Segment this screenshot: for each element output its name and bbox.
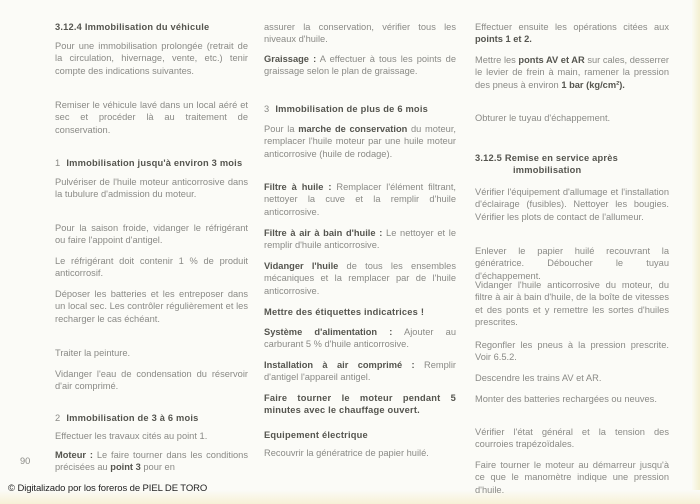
paragraph xyxy=(264,359,456,384)
bold-term: Vidanger l'huile xyxy=(264,261,339,271)
bold-term: Filtre à huile : xyxy=(264,182,332,192)
bold-term: Moteur : xyxy=(55,450,93,460)
text: Pour la xyxy=(264,124,299,134)
text: pour en xyxy=(140,462,175,473)
bold-term: ponts AV et AR xyxy=(518,55,585,65)
paragraph: Effectuer les travaux cités au point 1. xyxy=(55,431,208,441)
paragraph: Recouvrir la génératrice de papier huilé. xyxy=(264,448,429,458)
paragraph: Pulvériser de l'huile moteur anticorrosive dans la tubulure d'admission du moteur. xyxy=(55,177,248,200)
page-edge xyxy=(692,0,700,504)
bold-term: points 1 et 2. xyxy=(475,34,532,45)
paragraph: Monter des batteries rechargées ou neuves. xyxy=(475,394,657,404)
text: Remplacer l'élément filtrant, nettoyer la cuve et la remplir d'huile anticorrosive. xyxy=(264,182,456,217)
paragraph: Obturer le tuyau d'échappement. xyxy=(475,113,611,123)
section-number: 2 xyxy=(55,413,61,423)
paragraph xyxy=(264,326,456,351)
page-number: 90 xyxy=(20,456,31,466)
section-2-heading xyxy=(55,412,248,424)
heading-3-12-4: 3.12.4 Immobilisation du véhicule xyxy=(55,22,210,32)
paragraph: Vérifier l'état général et la tension des courroies trapézoïdales. xyxy=(475,427,669,450)
paragraph: Déposer les batteries et les entreposer dans un local sec. Les contrôler régulièrement et les recharger le cas échéant. xyxy=(55,289,248,324)
engine-run-note: Faire tourner le moteur pendant 5 minutes avec le chauffage ouvert. xyxy=(264,393,456,416)
electrical-heading: Equipement électrique xyxy=(264,430,368,440)
text: du moteur, remplacer l'huile moteur par une huile moteur anticorrosive (huile de rodage). xyxy=(264,124,456,159)
paragraph xyxy=(264,53,456,78)
paragraph: Vérifier l'équipement d'allumage et l'installation d'éclairage (fusibles). Nettoyer les bougies. Vérifier les plots de contact de l'allumeur. xyxy=(475,187,669,222)
text: Ajouter au carburant 5 % d'huile anticorrosive. xyxy=(264,327,457,350)
heading-3-12-5: 3.12.5 Remise en service après immobilisation xyxy=(475,153,618,176)
bold-term: Installation à air comprimé : xyxy=(264,360,415,370)
text: Mettre les xyxy=(475,55,519,65)
section-title: Immobilisation jusqu'à environ 3 mois xyxy=(66,158,243,168)
bold-term: Graissage : xyxy=(264,54,317,64)
paragraph xyxy=(475,21,669,46)
text: A effectuer à tous les points de graissage selon le plan de graissage. xyxy=(264,54,456,77)
paragraph xyxy=(264,260,456,297)
paragraph: Traiter la peinture. xyxy=(55,348,131,358)
text: Remplir d'antigel l'appareil antigel. xyxy=(264,360,456,383)
labels-note: Mettre des étiquettes indicatrices ! xyxy=(264,307,425,317)
text: Le nettoyer et le remplir d'huile anticorrosive. xyxy=(264,228,456,251)
text: sur cales, desserrer le levier de frein à main, ramener la pression des pneus à environ xyxy=(475,55,670,90)
paragraph: assurer la conservation, vérifier tous les niveaux d'huile. xyxy=(264,22,456,45)
paragraph: Vidanger l'eau de condensation du réservoir d'air comprimé. xyxy=(55,369,248,392)
bold-term: point 3 xyxy=(110,462,141,473)
bold-term: Filtre à air à bain d'huile : xyxy=(264,228,383,238)
section-title: Immobilisation de plus de 6 mois xyxy=(275,104,428,114)
scan-credit: © Digitalizado por los foreros de PIEL DE TORO xyxy=(8,483,208,494)
section-number: 3 xyxy=(264,104,270,114)
paragraph xyxy=(264,181,456,218)
text: Effectuer ensuite les opérations citées aux xyxy=(475,22,669,32)
paragraph: Pour la saison froide, vidanger le réfrigérant ou faire l'appoint d'antigel. xyxy=(55,223,248,246)
paragraph: Regonfler les pneus à la pression prescrite. Voir 6.5.2. xyxy=(475,340,669,363)
bold-term: marche de conservation xyxy=(298,124,408,134)
paragraph: Enlever le papier huilé recouvrant la génératrice. Déboucher le tuyau d'échappement. xyxy=(475,246,669,281)
bold-term: Système d'alimentation : xyxy=(264,327,393,337)
section-title: Immobilisation de 3 à 6 mois xyxy=(66,413,199,423)
paragraph xyxy=(55,449,248,474)
bold-term: 1 bar (kg/cm²). xyxy=(561,79,625,90)
paragraph xyxy=(475,54,669,91)
paragraph xyxy=(264,123,456,160)
paragraph: Remiser le véhicule lavé dans un local aéré et sec et procéder là au traitement de conservation. xyxy=(55,100,248,135)
text: de tous les ensembles mécaniques et la remplacer par de l'huile anticorrosive. xyxy=(264,261,456,296)
paragraph: Faire tourner le moteur au démarreur jusqu'à ce que le manomètre indique une pression d'huile. xyxy=(475,460,669,495)
section-1-heading xyxy=(55,157,255,169)
section-number: 1 xyxy=(55,158,61,168)
paragraph: Vidanger l'huile anticorrosive du moteur, du filtre à air à bain d'huile, de la boîte de vitesses et des ponts et y remettre les sortes d'huiles prescrites. xyxy=(475,280,669,328)
section-3-heading xyxy=(264,103,456,115)
paragraph: Descendre les trains AV et AR. xyxy=(475,373,602,383)
paragraph xyxy=(264,227,456,252)
paragraph: Le réfrigérant doit contenir 1 % de produit anticorrosif. xyxy=(55,256,248,279)
text: Le faire tourner dans les conditions précisées au xyxy=(55,450,248,473)
paragraph: Pour une immobilisation prolongée (retrait de la circulation, hivernage, vente, etc.) tenir compte des indications suivantes. xyxy=(55,41,248,76)
